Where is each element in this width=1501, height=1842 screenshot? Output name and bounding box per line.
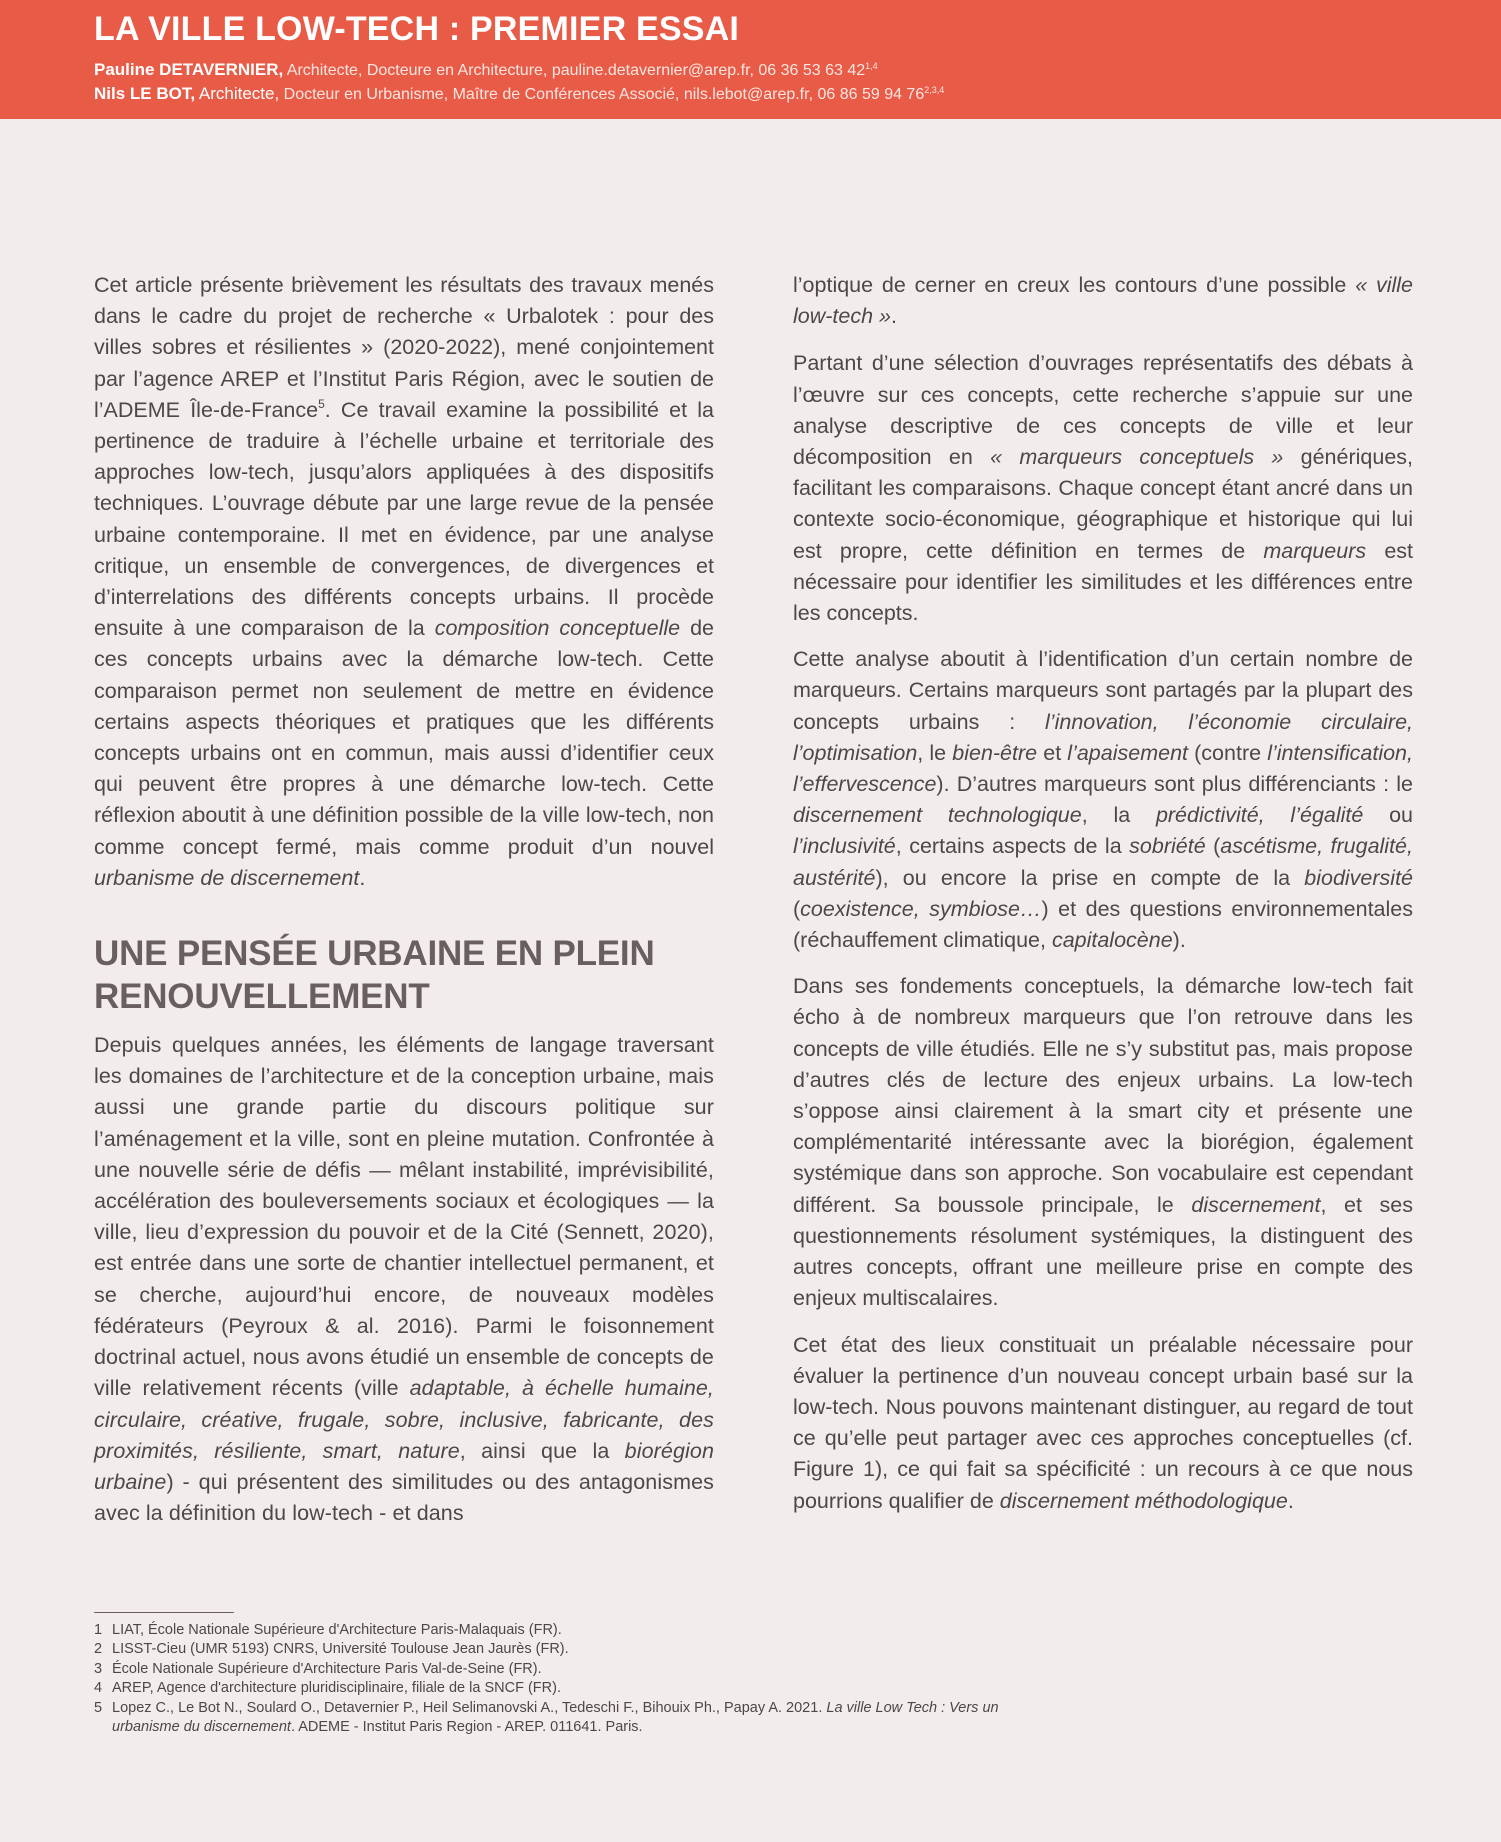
text-run: ), ou encore la prise en compte de la bbox=[875, 865, 1305, 890]
footnote-divider bbox=[94, 1612, 234, 1613]
text-run: . bbox=[1287, 1488, 1294, 1513]
footnote bbox=[94, 1621, 1194, 1640]
text-run: Dans ses fondements conceptuels, la démarche low-tech fait écho à de nombreux marqueurs que l’on retrouve dans les concepts de ville étudiés. Elle ne s’y substitut pas, mais propose d’autres clés de lecture des enjeux urbains. La low-tech s’oppose ainsi clairement à la smart city et présente une complémentarité intéressante avec la biorégion, également systémique dans son approche. Son vocabulaire est cependant différent. Sa boussole principale, le bbox=[793, 974, 1413, 1217]
text-run: Partant d’une sélection d’ouvrages représentatifs des débats à l’œuvre sur ces concepts, cette recherche s’appuie sur une analyse descriptive de ces concepts de ville et leur décomposition en bbox=[793, 351, 1413, 470]
text-run: ) et des questions environnementales (réchauffement climatique, bbox=[793, 896, 1413, 953]
footnote-number: 5 bbox=[94, 1699, 103, 1716]
emphasis: discernement technologique bbox=[793, 803, 1082, 828]
footnote-ref[interactable]: 5 bbox=[318, 396, 325, 411]
text-run: . bbox=[891, 304, 897, 329]
text-run: ). bbox=[1172, 928, 1186, 953]
section-heading: UNE PENSÉE URBAINE EN PLEIN RENOUVELLEMENT bbox=[94, 934, 655, 1017]
footnote bbox=[94, 1640, 1194, 1659]
text-run: . bbox=[359, 865, 366, 890]
footnote-text: École Nationale Supérieure d'Architecture Paris Val-de-Seine (FR). bbox=[112, 1660, 542, 1677]
emphasis: l’inclusivité bbox=[793, 834, 896, 859]
emphasis: bien-être bbox=[952, 740, 1038, 765]
emphasis: coexistence, symbiose… bbox=[800, 896, 1042, 921]
author-role: Architecte, bbox=[195, 84, 280, 103]
text-run: ) - qui présentent des similitudes ou des antagonismes avec la définition du low-tech - et dans bbox=[94, 1469, 714, 1526]
emphasis: biodiversité bbox=[1304, 865, 1413, 890]
text-run: ). D’autres marqueurs sont plus différenciants : le bbox=[936, 772, 1413, 797]
text-run: ( bbox=[1205, 834, 1221, 859]
text-run: , et ses questionnements résolument systémiques, la distinguent des autres concepts, offrant une meilleure prise en compte des enjeux multiscalaires. bbox=[793, 1192, 1413, 1311]
author-line bbox=[94, 60, 878, 80]
emphasis: composition conceptuelle bbox=[434, 616, 681, 641]
text-run: , certains aspects de la bbox=[895, 834, 1130, 859]
text-run: de ces concepts urbains avec la démarche low-tech. Cette comparaison permet non seulement de mettre en évidence certains aspects théoriques et pratiques que les différents concepts urbains ont en commun, mais aussi d’identifier ceux qui peuvent être propres à une démarche low-tech. Cette réflexion aboutit à une définition possible de la ville low-tech, non comme concept fermé, mais comme produit d’un nouvel bbox=[94, 616, 714, 859]
text-run: Cet article présente brièvement les résultats des travaux menés dans le cadre du projet de recherche « Urbalotek : pour des villes sobres et résilientes » (2020-2022), mené conjointement par l’agence AREP et l’Institut Paris Région, avec le soutien de l’ADEME Île-de-France bbox=[94, 273, 714, 422]
text-run: Cette analyse aboutit à l’identification d’un certain nombre de marqueurs. Certains marqueurs sont partagés par la plupart des concepts urbains : bbox=[793, 647, 1413, 734]
emphasis: urbanisme de discernement bbox=[94, 865, 360, 890]
emphasis: prédictivité, l’égalité bbox=[1155, 803, 1364, 828]
footnote-text: AREP, Agence d'architecture pluridisciplinaire, filiale de la SNCF (FR). bbox=[112, 1680, 561, 1697]
text-run: ( bbox=[793, 896, 801, 921]
footnote-number: 4 bbox=[94, 1680, 103, 1697]
author-affiliations: 1,4 bbox=[865, 61, 878, 71]
emphasis: discernement bbox=[1191, 1192, 1321, 1217]
author-details: Docteur en Urbanisme, Maître de Conférences Associé, nils.lebot@arep.fr, 06 86 59 94 76 bbox=[279, 86, 925, 103]
emphasis: l’intensification, l’effervescence bbox=[793, 740, 1413, 797]
text-run: . ADEME - Institut Paris Region - AREP. 011641. Paris. bbox=[290, 1719, 643, 1736]
footnotes bbox=[94, 1621, 1194, 1737]
footnote-text: LISST-Cieu (UMR 5193) CNRS, Université Toulouse Jean Jaurès (FR). bbox=[112, 1641, 569, 1658]
emphasis: « ville low-tech » bbox=[793, 273, 1413, 329]
footnote bbox=[94, 1699, 1194, 1738]
paragraph bbox=[793, 348, 1413, 629]
emphasis: discernement méthodologique bbox=[999, 1488, 1288, 1513]
article-title: LA VILLE LOW-TECH : PREMIER ESSAI bbox=[94, 10, 739, 48]
left-column bbox=[94, 270, 714, 1544]
emphasis: ascétisme, frugalité, austérité bbox=[793, 834, 1413, 890]
text-run: , le bbox=[917, 740, 953, 765]
paragraph bbox=[793, 1330, 1413, 1517]
emphasis: « marqueurs conceptuels » bbox=[990, 445, 1284, 470]
paragraph bbox=[793, 971, 1413, 1314]
emphasis: l’apaisement bbox=[1067, 740, 1189, 765]
footnote-text bbox=[112, 1699, 1012, 1738]
author-details: Architecte, Docteure en Architecture, pauline.detavernier@arep.fr, 06 36 53 63 42 bbox=[283, 62, 866, 79]
emphasis: capitalocène bbox=[1051, 928, 1173, 953]
emphasis: sobriété bbox=[1129, 834, 1206, 859]
emphasis: marqueurs bbox=[1263, 538, 1367, 563]
text-run: l’optique de cerner en creux les contours d’une possible bbox=[793, 273, 1356, 297]
text-run: Cet état des lieux constituait un préalable nécessaire pour évaluer la pertinence d’un nouveau concept urbain basé sur la low-tech. Nous pouvons maintenant distinguer, au regard de tout ce qu’elle peut partager avec ces approches conceptuelles (cf. Figure 1), ce qui fait sa spécificité : un recours à ce que nous pourrions qualifier de bbox=[793, 1332, 1413, 1513]
author-line bbox=[94, 84, 944, 104]
emphasis: adaptable, à échelle humaine, circulaire, créative, frugale, sobre, inclusive, fabricante, des proximités, résiliente, smart, nature bbox=[94, 1376, 715, 1463]
footnote-text: LIAT, École Nationale Supérieure d'Architecture Paris-Malaquais (FR). bbox=[112, 1622, 562, 1638]
text-run: et bbox=[1037, 740, 1068, 765]
text-run: , ainsi que la bbox=[459, 1438, 625, 1463]
emphasis: l’innovation, l’économie circulaire, l’optimisation bbox=[793, 709, 1414, 765]
right-column bbox=[793, 270, 1413, 1532]
paragraph bbox=[793, 644, 1413, 956]
text-run: (contre bbox=[1188, 740, 1268, 765]
text-run: , la bbox=[1081, 803, 1156, 828]
text-run: ou bbox=[1363, 803, 1414, 828]
emphasis: La ville Low Tech : Vers un urbanisme du discernement bbox=[112, 1699, 999, 1736]
footnote-number: 3 bbox=[94, 1660, 103, 1677]
text-run: Lopez C., Le Bot N., Soulard O., Detavernier P., Heil Selimanovski A., Tedeschi F., Bihouix Ph., Papay A. 2021. bbox=[112, 1699, 827, 1716]
text-run: génériques, facilitant les comparaisons. Chaque concept étant ancré dans un contexte socio-économique, géographique et historique qui lui est propre, cette définition en termes de bbox=[793, 445, 1413, 563]
author-name: Pauline DETAVERNIER, bbox=[94, 60, 284, 79]
author-name: Nils LE BOT, bbox=[94, 84, 196, 103]
text-run: Depuis quelques années, les éléments de langage traversant les domaines de l’architecture et de la conception urbaine, mais aussi une grande partie du discours politique sur l’aménagement et la ville, sont en pleine mutation. Confrontée à une nouvelle série de défis — mêlant instabilité, imprévisibilité, accélération des bouleversements sociaux et écologiques — la ville, lieu d’expression du pouvoir et de la Cité (Sennett, 2020), est entrée dans une sorte de chantier intellectuel permanent, et se cherche, aujourd’hui encore, de nouveaux modèles fédérateurs (Peyroux & al. 2016). Parmi le foisonnement doctrinal actuel, nous avons étudié un ensemble de concepts de ville relativement récents (ville bbox=[94, 1033, 714, 1401]
text-run: . Ce travail examine la possibilité et la pertinence de traduire à l’échelle urbaine et territoriale des approches low-tech, jusqu’alors appliquées à des dispositifs techniques. L’ouvrage débute par une large revue de la pensée urbaine contemporaine. Il met en évidence, par une analyse critique, un ensemble de convergences, de divergences et d’interrelations des différents concepts urbains. Il procède ensuite à une comparaison de la bbox=[94, 397, 714, 641]
article-header bbox=[0, 0, 1501, 119]
paragraph bbox=[793, 270, 1413, 332]
emphasis: biorégion urbaine bbox=[94, 1438, 714, 1494]
author-affiliations: 2,3,4 bbox=[924, 85, 945, 95]
text-run: est nécessaire pour identifier les similitudes et les différences entre les concepts. bbox=[793, 538, 1413, 626]
intro-paragraph bbox=[94, 270, 714, 894]
section-paragraph bbox=[94, 1030, 714, 1529]
footnote-number: 2 bbox=[94, 1641, 103, 1658]
footnote-number: 1 bbox=[94, 1622, 103, 1638]
footnote bbox=[94, 1679, 1194, 1698]
footnote bbox=[94, 1660, 1194, 1679]
